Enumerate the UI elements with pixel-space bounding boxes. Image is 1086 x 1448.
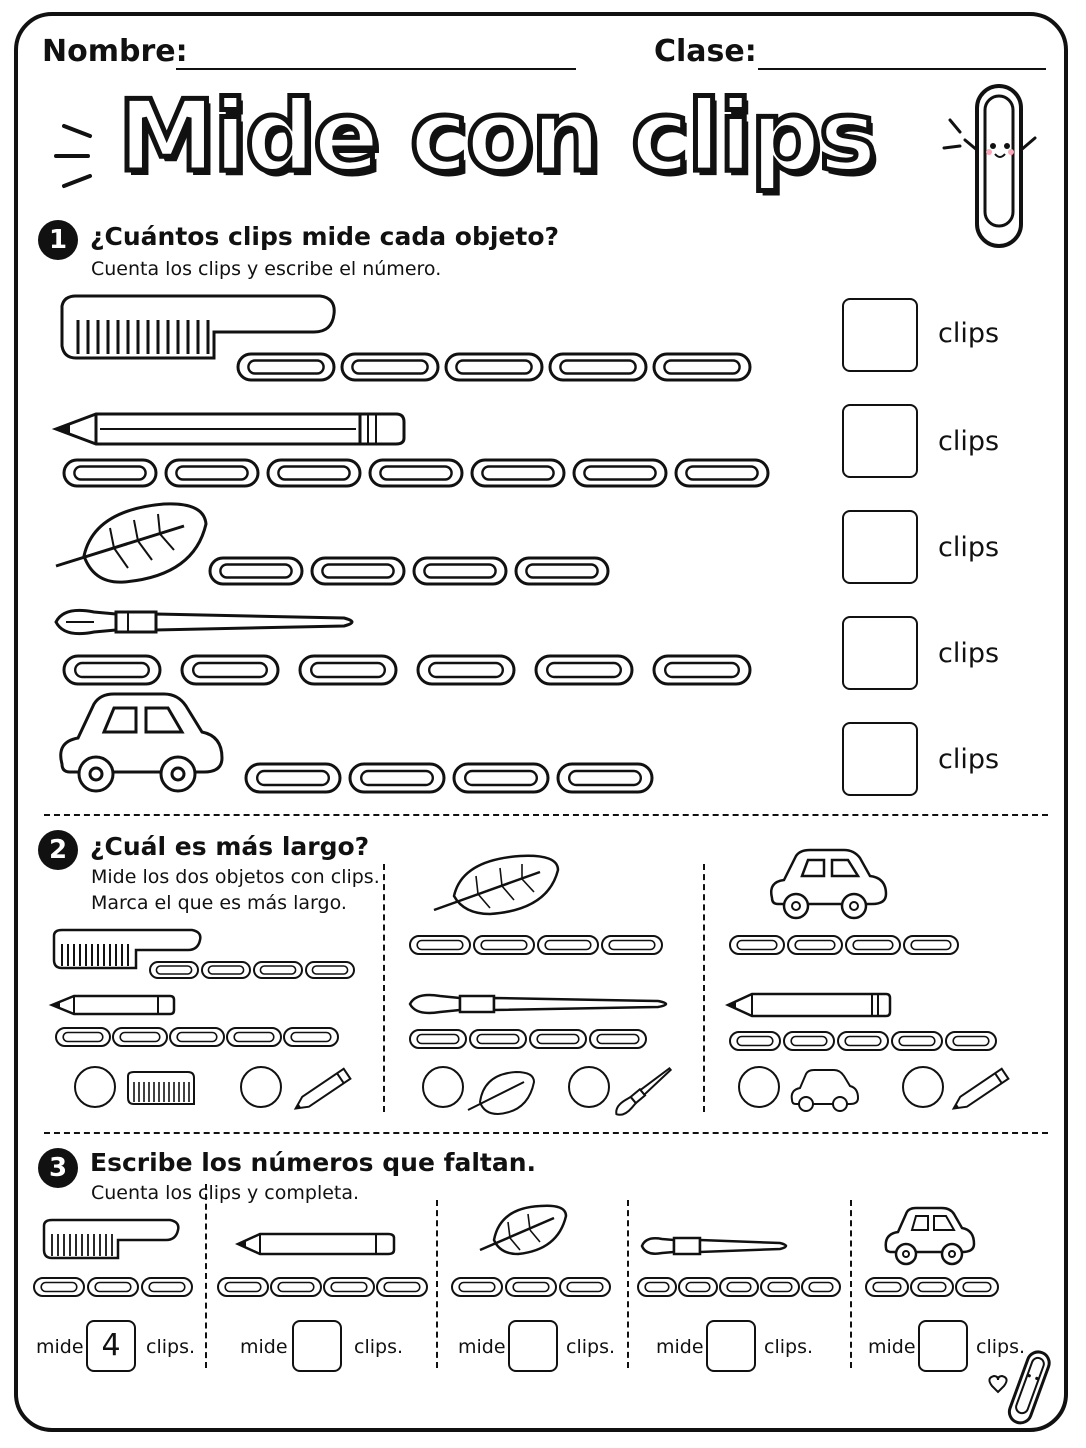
answer-box-car[interactable]: [842, 722, 918, 796]
paperclip-icon: [150, 962, 198, 978]
column-divider: [205, 1184, 207, 1368]
paperclip-icon: [34, 1278, 84, 1296]
paperclip-icon: [418, 656, 514, 684]
mide-label: mide: [36, 1336, 84, 1358]
choice-circle-leaf[interactable]: [422, 1066, 464, 1108]
paperclip-icon: [946, 1032, 996, 1050]
paperclip-icon: [350, 764, 444, 792]
paperclip-icon: [182, 656, 278, 684]
paperclip-icon: [574, 460, 666, 486]
unit-label-comb: clips: [938, 318, 1000, 349]
pencil-icon: [728, 992, 892, 1018]
paperclip-icon: [558, 764, 652, 792]
paperclip-icon: [142, 1278, 192, 1296]
answer-box-pencil[interactable]: [292, 1320, 342, 1372]
unit-label-leaf: clips: [938, 532, 1000, 563]
section-3-instruction: Cuenta los clips y completa.: [91, 1182, 360, 1204]
paperclip-icon: [676, 460, 768, 486]
column-divider: [703, 864, 705, 1112]
paperclip-icon: [838, 1032, 888, 1050]
paperclip-icon: [470, 1030, 526, 1048]
leaf-icon: [466, 1068, 536, 1116]
mide-label: mide: [868, 1336, 916, 1358]
paperclip-icon: [227, 1028, 281, 1046]
pencil-icon: [56, 410, 406, 448]
paperclip-icon: [784, 1032, 834, 1050]
answer-box-pencil[interactable]: [842, 404, 918, 478]
paperclip-icon: [446, 354, 542, 380]
paperclip-icon: [170, 1028, 224, 1046]
paperclip-icon: [638, 1278, 676, 1296]
paperclip-icon: [452, 1278, 502, 1296]
answer-box-paintbrush[interactable]: [842, 616, 918, 690]
paperclip-icon: [550, 354, 646, 380]
unit-label-car: clips: [938, 744, 1000, 775]
clips-label: clips.: [566, 1336, 616, 1358]
paperclip-icon: [324, 1278, 374, 1296]
paperclip-icon: [271, 1278, 321, 1296]
pencil-icon: [52, 994, 176, 1016]
paperclip-icon: [113, 1028, 167, 1046]
section-1-number: 1: [38, 220, 78, 260]
paperclip-icon: [536, 656, 632, 684]
column-divider: [436, 1200, 438, 1368]
paintbrush-icon: [640, 1232, 794, 1260]
paperclip-icon: [720, 1278, 758, 1296]
comb-icon: [42, 1218, 182, 1262]
paperclip-icon: [846, 936, 900, 954]
paperclip-icon: [370, 460, 462, 486]
paperclip-icon: [284, 1028, 338, 1046]
sparkle-left-icon: [50, 118, 100, 198]
answer-box-leaf[interactable]: [842, 510, 918, 584]
paperclip-icon: [56, 1028, 110, 1046]
leaf-icon: [54, 500, 210, 586]
paperclip-icon: [956, 1278, 998, 1296]
car-icon: [882, 1206, 974, 1266]
paperclip-icon: [210, 558, 302, 584]
paperclip-icon: [454, 764, 548, 792]
paperclip-icon: [866, 1278, 908, 1296]
paperclip-icon: [88, 1278, 138, 1296]
column-divider: [850, 1200, 852, 1368]
answer-box-comb[interactable]: [842, 298, 918, 372]
clips-label: clips.: [146, 1336, 196, 1358]
paperclip-icon: [904, 936, 958, 954]
answer-box-paintbrush[interactable]: [706, 1320, 756, 1372]
column-divider: [383, 864, 385, 1112]
clips-label: clips.: [764, 1336, 814, 1358]
paperclip-icon: [306, 962, 354, 978]
mide-label: mide: [240, 1336, 288, 1358]
paperclip-icon: [730, 1032, 780, 1050]
car-icon: [766, 848, 888, 920]
answer-box-leaf[interactable]: [508, 1320, 558, 1372]
pencil-icon: [238, 1232, 396, 1256]
paperclip-mascot-icon: [965, 80, 1045, 250]
paperclip-icon: [530, 1030, 586, 1048]
paperclip-icon: [377, 1278, 427, 1296]
answer-box-car[interactable]: [918, 1320, 968, 1372]
section-2-number: 2: [38, 830, 78, 870]
paperclip-icon: [472, 460, 564, 486]
section-2-question: ¿Cuál es más largo?: [90, 832, 370, 861]
paperclip-icon: [254, 962, 302, 978]
name-field[interactable]: [176, 68, 576, 70]
page-title: Mide con clips: [118, 80, 875, 194]
clips-label: clips.: [976, 1336, 1026, 1358]
paperclip-icon: [538, 936, 598, 954]
name-label: Nombre:: [42, 34, 188, 69]
paperclip-icon: [410, 936, 470, 954]
mide-label: mide: [656, 1336, 704, 1358]
paperclip-icon: [410, 1030, 466, 1048]
section-2-instruction-1: Mide los dos objetos con clips.: [91, 866, 380, 888]
paperclip-icon: [730, 936, 784, 954]
choice-circle-pencil-2[interactable]: [902, 1066, 944, 1108]
paperclip-icon: [654, 656, 750, 684]
car-icon: [788, 1068, 858, 1114]
paperclip-icon: [602, 936, 662, 954]
paperclip-icon: [218, 1278, 268, 1296]
paperclip-icon: [342, 354, 438, 380]
choice-circle-paintbrush[interactable]: [568, 1066, 610, 1108]
unit-label-pencil: clips: [938, 426, 1000, 457]
paperclip-icon: [238, 354, 334, 380]
section-divider-1: [44, 814, 1048, 816]
paintbrush-icon: [608, 1066, 680, 1116]
choice-circle-car[interactable]: [738, 1066, 780, 1108]
paperclip-icon: [246, 764, 340, 792]
section-3-question: Escribe los números que faltan.: [90, 1148, 537, 1177]
paperclip-icon: [802, 1278, 840, 1296]
mide-label: mide: [458, 1336, 506, 1358]
paintbrush-icon: [408, 990, 674, 1018]
paperclip-icon: [474, 936, 534, 954]
paperclip-icon: [202, 962, 250, 978]
clips-label: clips.: [354, 1336, 404, 1358]
car-icon: [54, 692, 224, 800]
paperclip-icon: [560, 1278, 610, 1296]
paperclip-icon: [590, 1030, 646, 1048]
class-label: Clase:: [654, 34, 757, 69]
paperclip-icon: [788, 936, 842, 954]
paperclip-icon: [761, 1278, 799, 1296]
paperclip-icon: [892, 1032, 942, 1050]
section-3-number: 3: [38, 1148, 78, 1188]
choice-circle-comb[interactable]: [74, 1066, 116, 1108]
paperclip-icon: [414, 558, 506, 584]
section-1-instruction: Cuenta los clips y escribe el número.: [91, 258, 442, 280]
section-divider-2: [44, 1132, 1048, 1134]
paperclip-icon: [312, 558, 404, 584]
unit-label-paintbrush: clips: [938, 638, 1000, 669]
pencil-icon: [948, 1068, 1014, 1114]
paperclip-icon: [268, 460, 360, 486]
pencil-icon: [290, 1068, 356, 1112]
paperclip-icon: [64, 656, 160, 684]
answer-box-comb[interactable]: 4: [86, 1320, 136, 1372]
paperclip-icon: [679, 1278, 717, 1296]
choice-circle-pencil[interactable]: [240, 1066, 282, 1108]
leaf-icon: [432, 852, 562, 916]
paperclip-mascot-icon: [984, 1348, 1054, 1428]
paperclip-icon: [506, 1278, 556, 1296]
section-1-question: ¿Cuántos clips mide cada objeto?: [90, 222, 560, 251]
paperclip-icon: [516, 558, 608, 584]
paintbrush-icon: [54, 604, 364, 640]
paperclip-icon: [911, 1278, 953, 1296]
paperclip-icon: [654, 354, 750, 380]
paperclip-icon: [166, 460, 258, 486]
leaf-icon: [478, 1202, 568, 1256]
class-field[interactable]: [758, 68, 1046, 70]
section-2-instruction-2: Marca el que es más largo.: [91, 892, 347, 914]
column-divider: [627, 1200, 629, 1368]
comb-icon: [126, 1070, 196, 1108]
paperclip-icon: [64, 460, 156, 486]
paperclip-icon: [300, 656, 396, 684]
